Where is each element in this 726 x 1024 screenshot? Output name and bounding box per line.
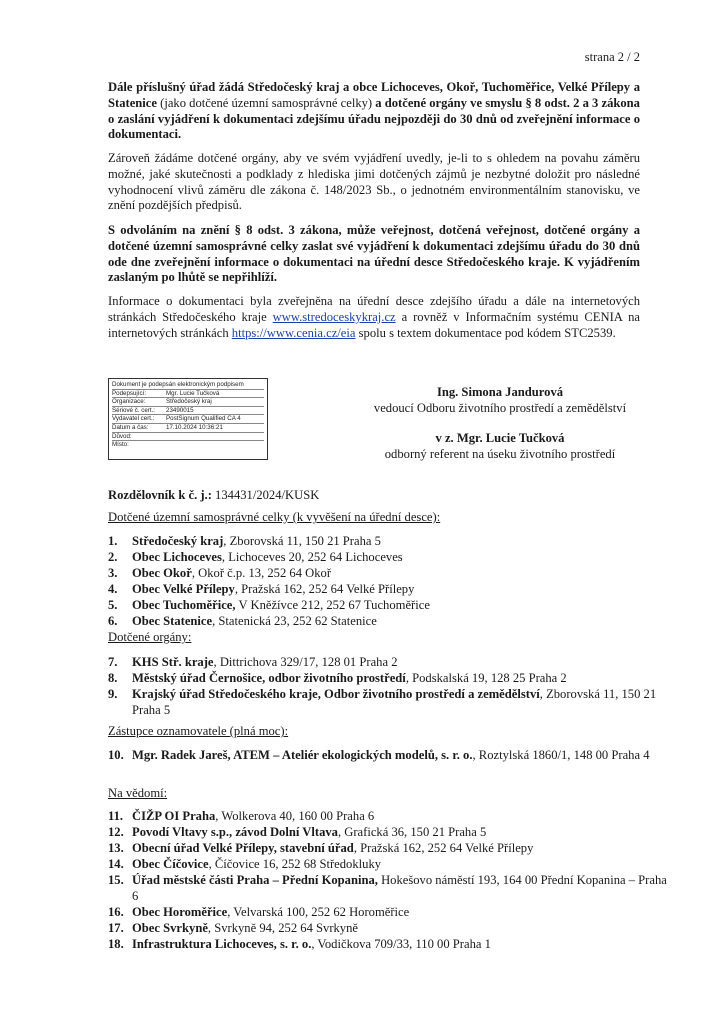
signature-key: Podepsující: <box>112 389 147 397</box>
signature-value: Středočeský kraj <box>166 398 212 406</box>
list-item <box>108 597 668 613</box>
list-item-text: Mgr. Radek Jareš, ATEM – Ateliér ekologických modelů, s. r. o., Roztylská 1860/1, 148 00 Praha 4 <box>132 748 650 762</box>
signature-key: Organizace: <box>112 398 146 406</box>
signer-referent-name: v z. Mgr. Lucie Tučková <box>435 431 565 445</box>
list-item-text: ČIŽP OI Praha, Wolkerova 40, 160 00 Praha 6 <box>132 809 375 823</box>
list-item-text: Povodí Vltavy s.p., závod Dolní Vltava, Grafická 36, 150 21 Praha 5 <box>132 825 487 839</box>
list-item <box>108 654 668 670</box>
list-item <box>108 872 668 904</box>
list-item-number: 5. <box>108 598 118 612</box>
signature-value <box>166 441 264 449</box>
list-item-text: Obec Svrkyně, Svrkyně 94, 252 64 Svrkyně <box>132 921 358 935</box>
signer-referent <box>330 430 670 462</box>
list-item-text: Obec Lichoceves, Lichoceves 20, 252 64 Lichoceves <box>132 550 403 564</box>
section-organs: Dotčené orgány: <box>108 630 192 644</box>
signature-key: Sériové č. cert.: <box>112 406 155 414</box>
signer-head-name: Ing. Simona Jandurová <box>436 385 564 399</box>
list-item-text: Obecní úřad Velké Přílepy, stavební úřad, Pražská 162, 252 64 Velké Přílepy <box>132 841 534 855</box>
list-item-text: Obec Číčovice, Číčovice 16, 252 68 Středokluky <box>132 857 382 871</box>
paragraph-deadline <box>108 223 640 286</box>
list-item-number: 3. <box>108 566 118 580</box>
paragraph-publication <box>108 294 640 341</box>
list-item <box>108 581 668 597</box>
paragraph-request <box>108 80 640 143</box>
paragraph-publication-part2: a rovněž v Informačním systému CENIA na internetových stránkách <box>108 309 640 340</box>
signature-box-title: Dokument je podepsán elektronickým podpisem <box>112 381 264 390</box>
list-item <box>108 920 668 936</box>
list-representative <box>108 747 668 763</box>
signature-value: PostSignum Qualified CA 4 <box>166 415 241 423</box>
paragraph-request-bold-a: Dále příslušný úřad žádá Středočeský kraj a obce Lichoceves, Okoř, Tuchoměřice, Velké Přílepy a Statenice <box>108 80 640 110</box>
list-item <box>108 549 668 565</box>
list-item-number: 13. <box>108 841 124 855</box>
list-item-number: 14. <box>108 857 124 871</box>
signature-row <box>112 390 264 399</box>
list-item-number: 16. <box>108 905 124 919</box>
list-item-number: 18. <box>108 937 124 951</box>
list-item-number: 10. <box>108 748 124 762</box>
paragraph-request-bold-b: a dotčené orgány ve smyslu § 8 odst. 2 a 3 zákona o zaslání vyjádření k dokumentaci zdejšímu úřadu nejpozději do 30 dnů od zveřejnění informace o dokumentaci. <box>108 95 640 142</box>
list-item-text: Obec Velké Přílepy, Pražská 162, 252 64 Velké Přílepy <box>132 582 415 596</box>
paragraph-deadline-text: S odvoláním na znění § 8 odst. 3 zákona, může veřejnost, dotčená veřejnost, dotčené orgány a dotčené územní samosprávné celky zaslat své vyjádření k dokumentaci zdejšímu úřadu do 30 dnů ode dne zveřejnění informace o dokumentaci na úřední desce Středočeského kraje. K vyjádřením zaslaným po lhůtě se nepřihlíží. <box>108 223 640 285</box>
list-item <box>108 856 668 872</box>
distribution-heading <box>108 487 668 503</box>
signature-value: 17.10.2024 10:36:21 <box>166 423 223 431</box>
list-item-text: Obec Horoměřice, Velvarská 100, 252 62 Horoměřice <box>132 905 410 919</box>
paragraph-publication-part1: Informace o dokumentaci byla zveřejněna na úřední desce zdejšího úřadu a dále na internetových stránkách Středočeského kraje <box>108 294 640 324</box>
list-dusc <box>108 533 668 629</box>
page-number: strana 2 / 2 <box>584 50 640 64</box>
list-item-number: 12. <box>108 825 124 839</box>
list-item-text: Infrastruktura Lichoceves, s. r. o., Vodičkova 709/33, 110 00 Praha 1 <box>132 937 491 951</box>
signer-head <box>330 384 670 416</box>
signature-value: Mgr. Lucie Tučková <box>166 389 220 397</box>
list-item <box>108 533 668 549</box>
list-item-number: 7. <box>108 655 118 669</box>
section-representative: Zástupce oznamovatele (plná moc): <box>108 724 289 738</box>
list-item <box>108 686 668 718</box>
signature-key: Místo: <box>112 441 129 449</box>
link-cenia[interactable]: https://www.cenia.cz/eia <box>231 325 356 340</box>
list-item-number: 15. <box>108 873 124 887</box>
signature-value: 23490015 <box>166 406 194 414</box>
link-stredoceskykraj[interactable]: www.stredoceskykraj.cz <box>272 309 396 324</box>
list-item-text: Krajský úřad Středočeského kraje, Odbor životního prostředí a zemědělství, Zborovská 11, 150 21 Praha 5 <box>132 687 657 717</box>
paragraph-publication-part3: spolu s textem dokumentace pod kódem STC2539. <box>355 325 616 340</box>
list-item <box>108 565 668 581</box>
distribution-label: Rozdělovník k č. j.: <box>108 488 212 502</box>
signature-value <box>166 433 264 441</box>
list-item <box>108 840 668 856</box>
list-item-text: Středočeský kraj, Zborovská 11, 150 21 Praha 5 <box>132 534 381 548</box>
list-for-information <box>108 808 668 952</box>
list-item-number: 6. <box>108 614 118 628</box>
list-item-number: 17. <box>108 921 124 935</box>
signature-key: Vydavatel cert.: <box>112 415 155 423</box>
signature-key: Datum a čas: <box>112 423 149 431</box>
signature-row <box>112 398 264 407</box>
list-item <box>108 670 668 686</box>
electronic-signature-box <box>108 378 268 460</box>
paragraph-organs <box>108 151 640 214</box>
list-item-text: Obec Tuchoměřice, V Kněžívce 212, 252 67 Tuchoměřice <box>132 598 430 612</box>
signature-key: Důvod: <box>112 432 132 440</box>
signature-row <box>112 441 264 449</box>
signature-row <box>112 415 264 424</box>
list-item-text: Městský úřad Černošice, odbor životního prostředí, Podskalská 19, 128 25 Praha 2 <box>132 671 567 685</box>
section-dusc: Dotčené územní samosprávné celky (k vyvěšení na úřední desce): <box>108 510 441 524</box>
list-item-number: 2. <box>108 550 118 564</box>
list-item <box>108 824 668 840</box>
list-item-number: 4. <box>108 582 118 596</box>
list-item <box>108 613 668 629</box>
list-item-number: 11. <box>108 809 124 823</box>
signature-row <box>112 407 264 416</box>
signer-referent-role: odborný referent na úseku životního prostředí <box>384 447 616 461</box>
signature-row <box>112 424 264 433</box>
list-item-text: KHS Stř. kraje, Dittrichova 329/17, 128 01 Praha 2 <box>132 655 398 669</box>
list-item <box>108 904 668 920</box>
list-item <box>108 808 668 824</box>
list-item <box>108 936 668 952</box>
list-organs <box>108 654 668 718</box>
list-item-text: Obec Statenice, Statenická 23, 252 62 Statenice <box>132 614 377 628</box>
section-for-information: Na vědomí: <box>108 786 168 800</box>
distribution-ref: 134431/2024/KUSK <box>211 488 320 502</box>
list-item-number: 8. <box>108 671 118 685</box>
list-item-text: Obec Okoř, Okoř č.p. 13, 252 64 Okoř <box>132 566 332 580</box>
list-item-text: Úřad městské části Praha – Přední Kopanina, Hokešovo náměstí 193, 164 00 Přední Kopanina – Praha 6 <box>132 873 667 903</box>
list-item <box>108 747 668 763</box>
signer-head-role: vedoucí Odboru životního prostředí a zemědělství <box>373 401 627 415</box>
list-item-number: 9. <box>108 687 118 701</box>
paragraph-organs-text: Zároveň žádáme dotčené orgány, aby ve svém vyjádření uvedly, je-li to s ohledem na povahu záměru možné, jaké skutečnosti a podklady z hlediska jimi dotčených zájmů je nezbytné doložit pro následné vyhodnocení vlivů záměru dle zákona č. 148/2023 Sb., o jednotném environmentálním stanovisku, ve znění pozdějších předpisů. <box>108 151 640 213</box>
signature-row <box>112 433 264 442</box>
paragraph-request-normal: (jako dotčené územní samosprávné celky) <box>156 95 376 110</box>
list-item-number: 1. <box>108 534 118 548</box>
